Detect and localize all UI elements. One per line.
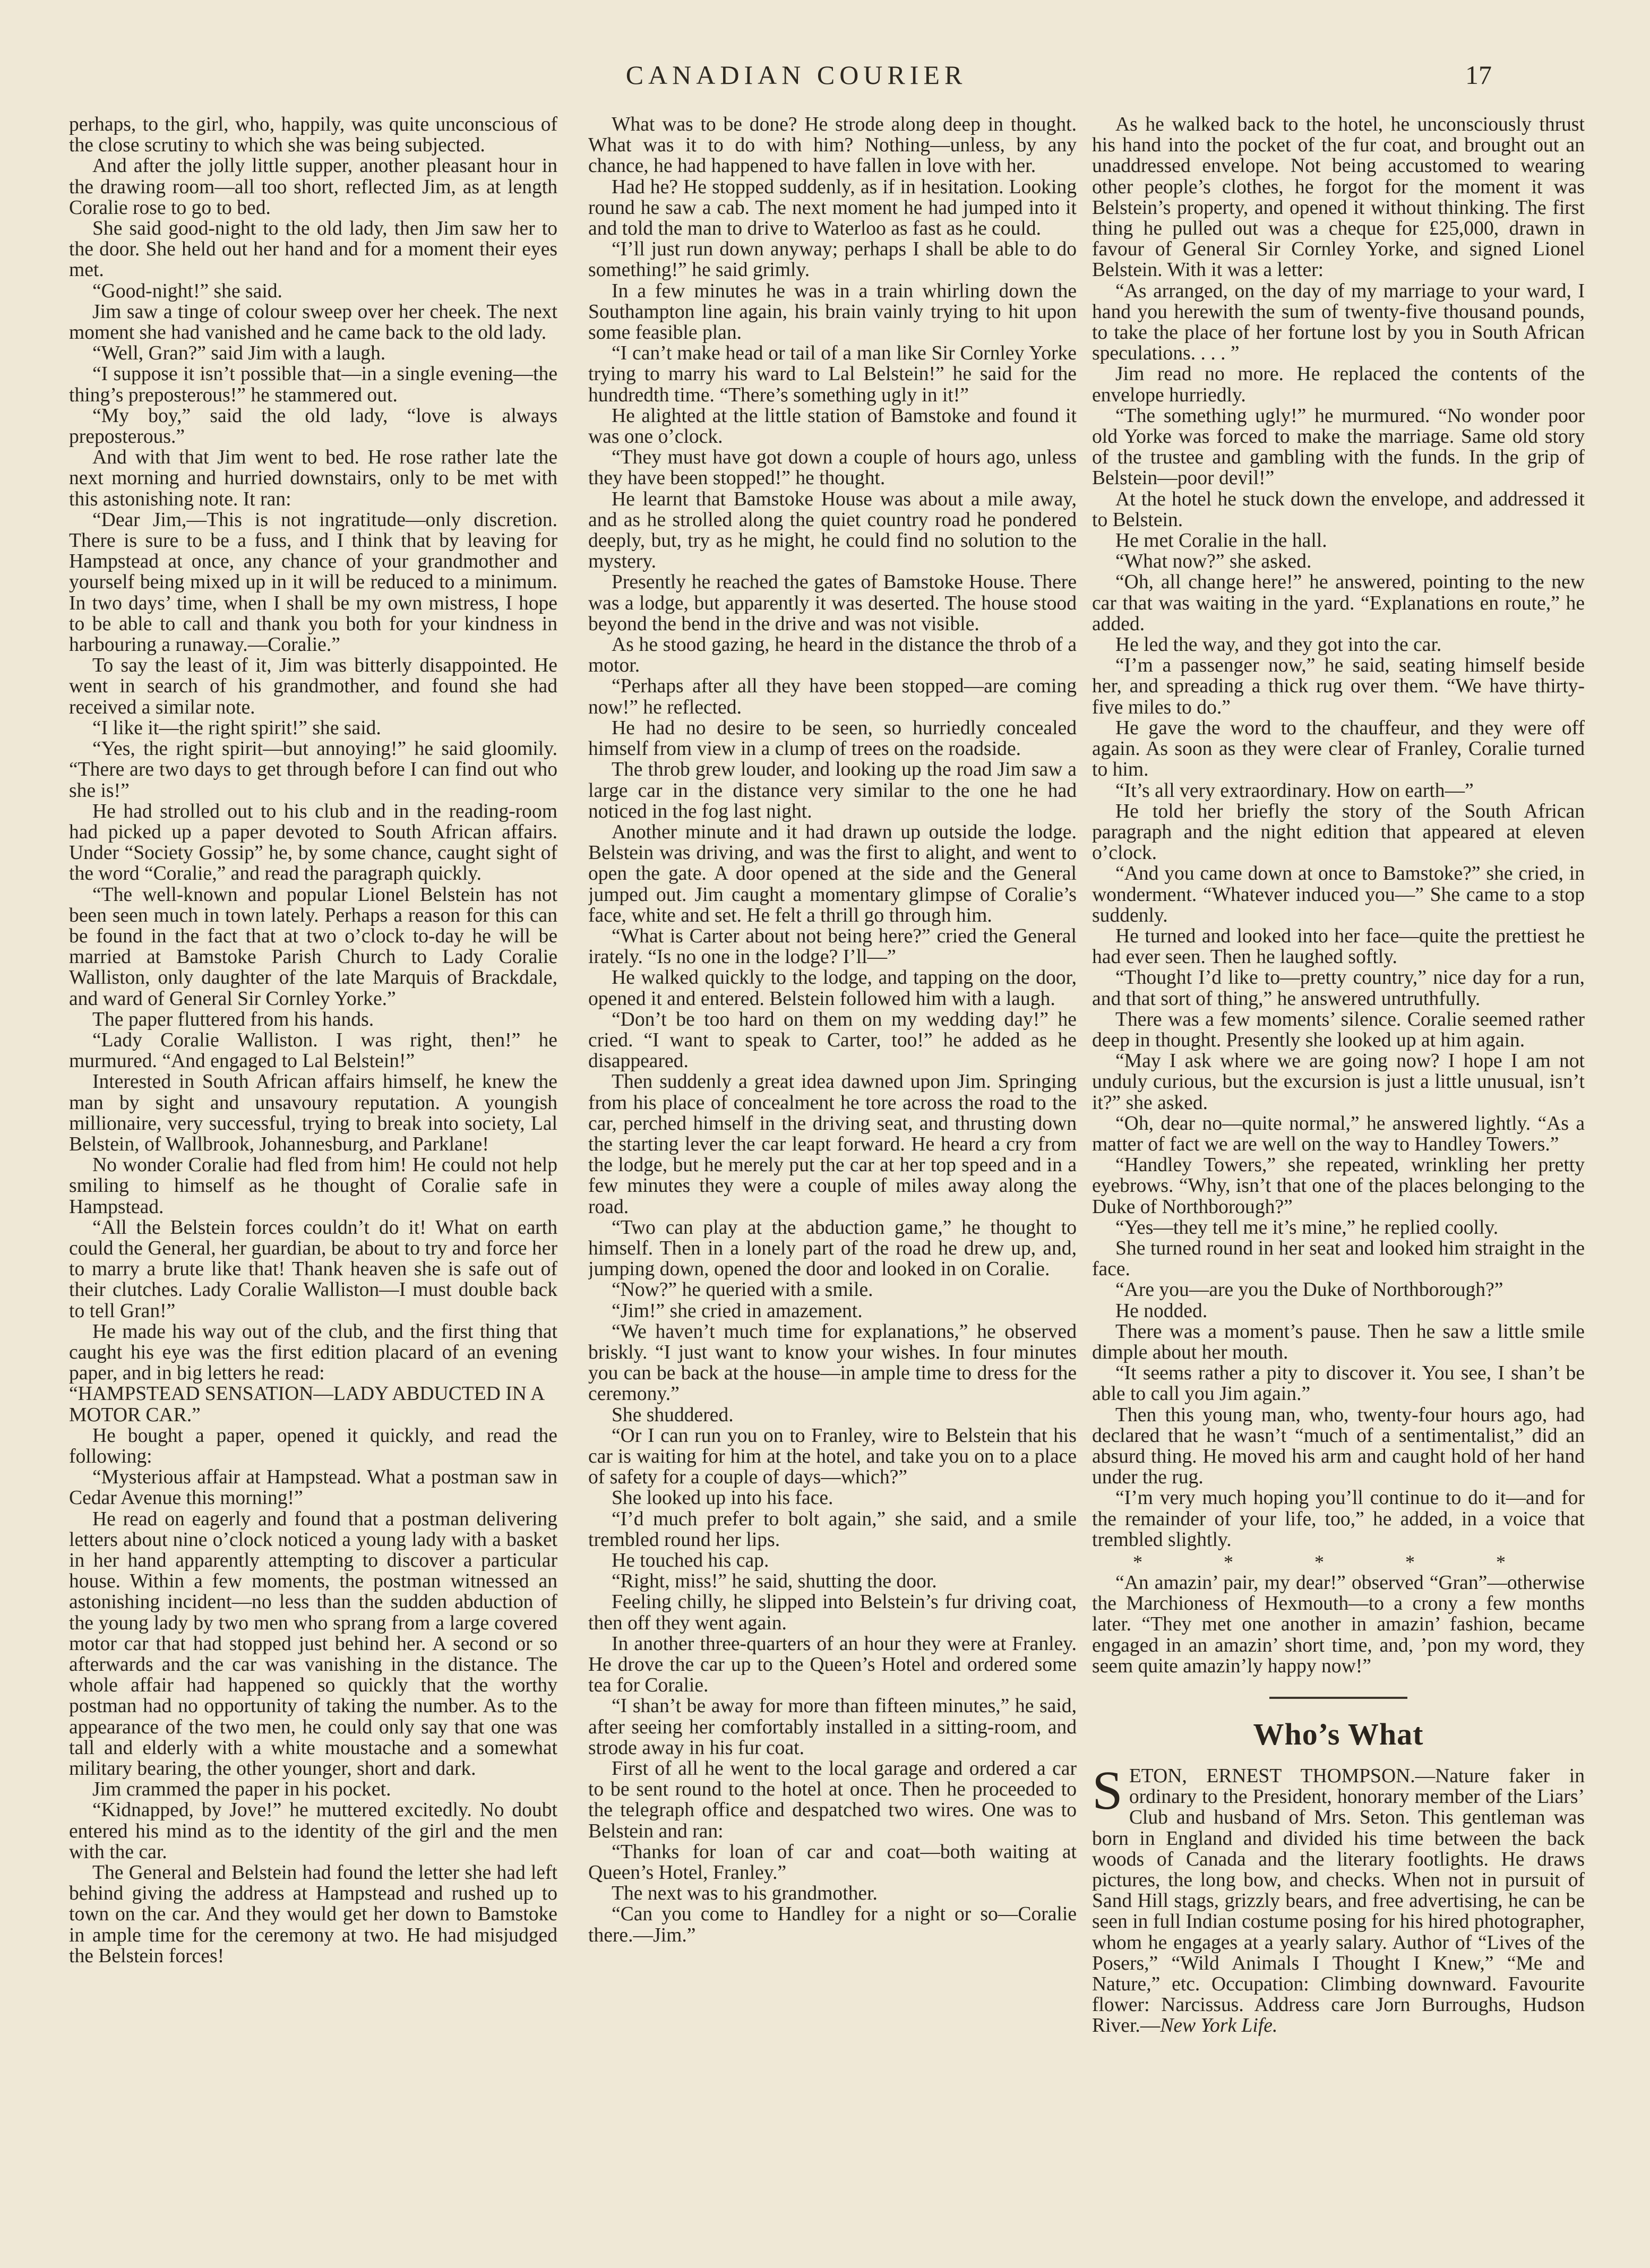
entry-text: ETON, ERNEST THOMPSON.—Nature faker in ordinary to the President, honorary member of the Liars’ Club and husband of Mrs. Seton. This gentleman was born in England and divided his time between the back woods of Canada and the literary footlights. He draws pictures, the long bow, and checks. When not in pursuit of Sand Hill stags, grizzly bears, and free advertising, he can be seen in full Indian costume posing for his hired photographer, whom he engages at a yearly salary. Author of “Lives of the Posers,” “Wild Animals I Thought I Knew,” “Me and Nature,” etc. Occupation: Climbing downward. Favourite flower: Narcissus. Address care Jorn Burroughs, Hudson River.—: [1092, 1765, 1585, 2037]
paragraph: He led the way, and they got into the car.: [1115, 634, 1442, 656]
paragraph: “Handley Towers,” she repeated, wrinkling her pretty eyebrows. “Why, isn’t that one of the places belonging to the Duke of Northborough?”: [1092, 1154, 1585, 1218]
paragraph: “Right, miss!” he said, shutting the door.: [612, 1570, 937, 1593]
drop-cap: S: [1092, 1760, 1123, 1822]
paragraph: “Can you come to Handley for a night or so—Coralie there.—Jim.”: [588, 1903, 1077, 1946]
paragraph: Feeling chilly, he slipped into Belstein’s fur driving coat, then off they went again.: [588, 1591, 1077, 1634]
paragraph: “I’m a passenger now,” he said, seating himself beside her, and spreading a thick rug over them. “We have thirty-five miles to do.”: [1092, 655, 1585, 718]
text-column-left: [69, 114, 557, 2217]
paragraph: In another three-quarters of an hour they were at Franley. He drove the car up to the Queen’s Hotel and ordered some tea for Coralie.: [588, 1633, 1077, 1697]
paragraph: “I’ll just run down anyway; perhaps I shall be able to do something!” he said grimly.: [588, 238, 1077, 281]
paragraph: Presently he reached the gates of Bamstoke House. There was a lodge, but apparently it was deserted. The house stood beyond the bend in the drive and was not visible.: [588, 571, 1077, 635]
paragraph: He alighted at the little station of Bamstoke and found it was one o’clock.: [588, 405, 1077, 448]
paragraph: “Don’t be too hard on them on my wedding day!” he cried. “I want to speak to Carter, too!” he added as he disappeared.: [588, 1008, 1077, 1072]
paragraph: He learnt that Bamstoke House was about a mile away, and as he strolled along the quiet country road he pondered deeply, but, try as he might, he could find no solution to the mystery.: [588, 488, 1077, 573]
paragraph: “Mysterious affair at Hampstead. What a postman saw in Cedar Avenue this morning!”: [69, 1466, 557, 1509]
paragraph: He gave the word to the chauffeur, and they were off again. As soon as they were clear of Franley, Coralie turned to him.: [1092, 717, 1585, 781]
paragraph: She turned round in her seat and looked him straight in the face.: [1092, 1237, 1585, 1281]
section-break-stars: * * * * *: [1133, 1551, 1544, 1573]
paragraph: “What is Carter about not being here?” cried the General irately. “Is no one in the lodge? I’ll—”: [588, 925, 1077, 968]
publication-title: CANADIAN COURIER: [625, 60, 967, 90]
paragraph: Another minute and it had drawn up outside the lodge. Belstein was driving, and was the first to alight, and went to open the gate. A door opened at the side and the General jumped out. Jim caught a momentary glimpse of Coralie’s face, white and set. He felt a thrill go through him.: [588, 821, 1077, 926]
paragraph: “An amazin’ pair, my dear!” observed “Gran”—otherwise the Marchioness of Hexmouth—to a crony a few months later. “They met one another in amazin’ fashion, became engaged in an amazin’ short time, and, ’pon my word, they seem quite amazin’ly happy now!”: [1092, 1572, 1585, 1677]
paragraph: “Thought I’d like to—pretty country,” nice day for a run, and that sort of thing,” he answered untruthfully.: [1092, 967, 1585, 1010]
paragraph: “The something ugly!” he murmured. “No wonder poor old Yorke was forced to make the marriage. Same old story of the trustee and gambling with the funds. In the grip of Belstein—poor devil!”: [1092, 405, 1585, 489]
paragraph: There was a moment’s pause. Then he saw a little smile dimple about her mouth.: [1092, 1320, 1585, 1363]
paragraph: She said good-night to the old lady, then Jim saw her to the door. She held out her hand and for a moment their eyes met.: [69, 218, 557, 281]
paragraph: He had strolled out to his club and in the reading-room had picked up a paper devoted to South African affairs. Under “Society Gossip” he, by some chance, caught sight of the word “Coralie,” and read the paragraph quickly.: [69, 800, 557, 885]
paragraph: As he stood gazing, he heard in the distance the throb of a motor.: [588, 634, 1077, 677]
paragraph: “My boy,” said the old lady, “love is always preposterous.”: [69, 405, 557, 448]
paragraph: “May I ask where we are going now? I hope I am not unduly curious, but the excursion is just a little unusual, isn’t it?” she asked.: [1092, 1050, 1585, 1114]
paragraph: He met Coralie in the hall.: [1115, 530, 1327, 552]
paragraph: He bought a paper, opened it quickly, and read the following:: [69, 1424, 557, 1467]
paragraph: “It’s all very extraordinary. How on earth—”: [1115, 779, 1474, 802]
paragraph: As he walked back to the hotel, he unconsciously thrust his hand into the pocket of the fur coat, and brought out an unaddressed envelope. Not being accustomed to wearing other people’s clothes, he forgot for the moment it was Belstein’s property, and opened it without thinking. The first thing he pulled out was a cheque for £25,000, drawn in favour of General Sir Cornley Yorke, and signed Lionel Belstein. With it was a letter:: [1092, 114, 1585, 281]
paragraph: “What now?” she asked.: [1115, 551, 1312, 573]
paragraph: The throb grew louder, and looking up the road Jim saw a large car in the distance very similar to the one he had noticed in the fog last night.: [588, 759, 1077, 822]
paragraph: The next was to his grandmother.: [612, 1883, 878, 1905]
paragraph: He read on eagerly and found that a postman delivering letters about nine o’clock noticed a young lady with a basket in her hand apparently attempting to discover a particular house. Within a few moments, the postman witnessed an astonishing incident—no less than the sudden abduction of the young lady by two men who sprang from a large covered motor car that had stopped just behind her. A second or so afterwards and the car was vanishing in the distance. The whole affair had happened so quickly that the worthy postman had no opportunity of taking the number. As to the appearance of the two men, he could only say that one was tall and elderly with a white moustache and a somewhat military bearing, the other younger, short and dark.: [69, 1508, 557, 1780]
paragraph: To say the least of it, Jim was bitterly disappointed. He went in search of his grandmother, and found she had received a similar note.: [69, 655, 557, 718]
newspaper-headline: “HAMPSTEAD SENSATION—LADY ABDUCTED IN A MOTOR CAR.”: [69, 1383, 544, 1426]
paragraph: “We haven’t much time for explanations,” he observed briskly. “I just want to know your wishes. In four minutes you can be back at the house—in ample time to dress for the ceremony.”: [588, 1320, 1077, 1405]
paragraph: “The well-known and popular Lionel Belstein has not been seen much in town lately. Perhaps a reason for this can be found in the fact that at two o’clock to-day he will be married at Bamstoke Parish Church to Lady Coralie Walliston, only daughter of the late Marquis of Brackdale, and ward of General Sir Cornley Yorke.”: [69, 883, 557, 1010]
paragraph: He turned and looked into her face—quite the prettiest he had ever seen. Then he laughed softly.: [1092, 925, 1585, 968]
paragraph: First of all he went to the local garage and ordered a car to be sent round to the hotel at once. Then he proceeded to the telegraph office and despatched two wires. One was to Belstein and ran:: [588, 1758, 1077, 1842]
paragraph: Jim crammed the paper in his pocket.: [92, 1779, 391, 1801]
paragraph: “Kidnapped, by Jove!” he muttered excitedly. No doubt entered his mind as to the identity of the girl and the men with the car.: [69, 1799, 557, 1863]
paragraph: Then this young man, who, twenty-four hours ago, had declared that he wasn’t “much of a sentimentalist,” did an absurd thing. He moved his arm and caught hold of her hand under the rug.: [1092, 1404, 1585, 1489]
paragraph: “Thanks for loan of car and coat—both waiting at Queen’s Hotel, Franley.”: [588, 1841, 1077, 1884]
paragraph: And with that Jim went to bed. He rose rather late the next morning and hurried downstairs, only to be met with this astonishing note. It ran:: [69, 446, 557, 510]
paragraph: “Yes, the right spirit—but annoying!” he said gloomily. “There are two days to get through before I can find out who she is!”: [69, 738, 557, 802]
masthead: [0, 59, 1650, 97]
paragraph: He touched his cap.: [612, 1550, 769, 1572]
paragraph: “Or I can run you on to Franley, wire to Belstein that his car is waiting for him at the hotel, and take you on to a place of safety for a couple of days—which?”: [588, 1424, 1077, 1489]
page-number: 17: [1465, 60, 1492, 90]
paragraph: “Oh, dear no—quite normal,” he answered lightly. “As a matter of fact we are well on the way to Handley Towers.”: [1092, 1112, 1585, 1155]
paragraph: “Perhaps after all they have been stopped—are coming now!” he reflected.: [588, 675, 1077, 718]
paragraph: There was a few moments’ silence. Coralie seemed rather deep in thought. Presently she looked up at him again.: [1092, 1008, 1585, 1051]
paragraph: “Yes—they tell me it’s mine,” he replied coolly.: [1115, 1216, 1499, 1239]
paragraph: “All the Belstein forces couldn’t do it! What on earth could the General, her guardian, be about to try and force her to marry a brute like that! Thank heaven she is safe out of their clutches. Lady Coralie Walliston—I must double back to tell Gran!”: [69, 1216, 557, 1322]
whos-what-entry: [1092, 1760, 1585, 2037]
text-column-right: [1092, 114, 1585, 2217]
paragraph: And after the jolly little supper, another pleasant hour in the drawing room—all too short, reflected Jim, as at length Coralie rose to go to bed.: [69, 155, 557, 219]
paragraph: Jim read no more. He replaced the contents of the envelope hurriedly.: [1092, 363, 1585, 406]
paragraph: Interested in South African affairs himself, he knew the man by sight and unsavoury reputation. A youngish millionaire, very successful, trying to break into society, Lal Belstein, of Wallbrook, Johannesburg, and Parklane!: [69, 1071, 557, 1155]
paragraph: “I shan’t be away for more than fifteen minutes,” he said, after seeing her comfortably installed in a sitting-room, and strode away in his fur coat.: [588, 1695, 1077, 1759]
paragraph: “Jim!” she cried in amazement.: [612, 1300, 863, 1322]
text-column-middle: [588, 114, 1077, 2217]
paragraph: “And you came down at once to Bamstoke?” she cried, in wonderment. “Whatever induced you—” She came to a stop suddenly.: [1092, 863, 1585, 926]
paragraph: “I can’t make head or tail of a man like Sir Cornley Yorke trying to marry his ward to Lal Belstein!” he said for the hundredth time. “There’s something ugly in it!”: [588, 342, 1077, 406]
paragraph: She looked up into his face.: [612, 1487, 833, 1509]
paragraph: The paper fluttered from his hands.: [92, 1008, 374, 1030]
paragraph: The General and Belstein had found the letter she had left behind giving the address at Hampstead and rushed up to town on the car. And they would get her down to Bamstoke in ample time for the ceremony at two. He had misjudged the Belstein forces!: [69, 1862, 557, 1967]
paragraph: “Lady Coralie Walliston. I was right, then!” he murmured. “And engaged to Lal Belstein!”: [69, 1029, 557, 1072]
paragraph: At the hotel he stuck down the envelope, and addressed it to Belstein.: [1092, 488, 1585, 531]
paragraph: Then suddenly a great idea dawned upon Jim. Springing from his place of concealment he tore across the road to the car, perched himself in the driving seat, and thrusting down the starting lever the car leapt forward. He heard a cry from the lodge, but he merely put the car at her top speed and in a few minutes they were a couple of miles away along the road.: [588, 1071, 1077, 1218]
paragraph: He had no desire to be seen, so hurriedly concealed himself from view in a clump of trees on the roadside.: [588, 717, 1077, 760]
paragraph: “Now?” he queried with a smile.: [612, 1279, 873, 1301]
section-title: Who’s What: [1253, 1717, 1424, 1752]
paragraph: She shuddered.: [612, 1404, 734, 1426]
paragraph: “As arranged, on the day of my marriage to your ward, I hand you herewith the sum of twenty-five thousand pounds, to take the place of her fortune lost by you in South African speculations. . . . ”: [1092, 280, 1585, 365]
entry-source: New York Life.: [1160, 2015, 1278, 2037]
section-divider: [1269, 1697, 1407, 1699]
paragraph: perhaps, to the girl, who, happily, was quite unconscious of the close scrutiny to which she was being subjected.: [69, 114, 557, 157]
paragraph: “Are you—are you the Duke of Northborough?”: [1115, 1279, 1503, 1301]
paragraph: “Two can play at the abduction game,” he thought to himself. Then in a lonely part of the road he drew up, and, jumping down, opened the door and looked in on Coralie.: [588, 1216, 1077, 1281]
paragraph: “I like it—the right spirit!” she said.: [92, 717, 381, 739]
paragraph: “Well, Gran?” said Jim with a laugh.: [92, 342, 386, 365]
paragraph: In a few minutes he was in a train whirling down the Southampton line again, his brain vainly trying to hit upon some feasible plan.: [588, 280, 1077, 344]
paragraph: What was to be done? He strode along deep in thought. What was it to do with him? Nothing—unless, by any chance, he had happened to have fallen in love with her.: [588, 114, 1077, 177]
paragraph: Had he? He stopped suddenly, as if in hesitation. Looking round he saw a cab. The next moment he had jumped into it and told the man to drive to Waterloo as fast as he could.: [588, 176, 1077, 240]
paragraph: He nodded.: [1115, 1300, 1208, 1322]
paragraph: Jim saw a tinge of colour sweep over her cheek. The next moment she had vanished and he came back to the old lady.: [69, 300, 557, 344]
paragraph: No wonder Coralie had fled from him! He could not help smiling to himself as he thought of Coralie safe in Hampstead.: [69, 1154, 557, 1218]
paragraph: He walked quickly to the lodge, and tapping on the door, opened it and entered. Belstein followed him with a laugh.: [588, 967, 1077, 1010]
paragraph: “Good-night!” she said.: [92, 280, 282, 302]
paragraph: “It seems rather a pity to discover it. You see, I shan’t be able to call you Jim again.”: [1092, 1362, 1585, 1405]
paragraph: “I’m very much hoping you’ll continue to do it—and for the remainder of your life, too,” he added, in a voice that trembled slightly.: [1092, 1487, 1585, 1551]
paragraph: “I’d much prefer to bolt again,” she said, and a smile trembled round her lips.: [588, 1508, 1077, 1551]
paragraph: He told her briefly the story of the South African paragraph and the night edition that appeared at eleven o’clock.: [1092, 800, 1585, 864]
paragraph: “Dear Jim,—This is not ingratitude—only discretion. There is sure to be a fuss, and I think that by leaving for Hampstead at once, any chance of your grandmother and yourself being mixed up in it will be reduced to a minimum. In two days’ time, when I shall be my own mistress, I hope to be able to call and thank you both for your kindness in harbouring a runaway.—Coralie.”: [69, 509, 557, 656]
paragraph: “I suppose it isn’t possible that—in a single evening—the thing’s preposterous!” he stammered out.: [69, 363, 557, 406]
paragraph: He made his way out of the club, and the first thing that caught his eye was the first edition placard of an evening paper, and in big letters he read:: [69, 1320, 557, 1385]
paragraph: “They must have got down a couple of hours ago, unless they have been stopped!” he thought.: [588, 446, 1077, 489]
paragraph: “Oh, all change here!” he answered, pointing to the new car that was waiting in the yard. “Explanations en route,” he added.: [1092, 571, 1585, 635]
